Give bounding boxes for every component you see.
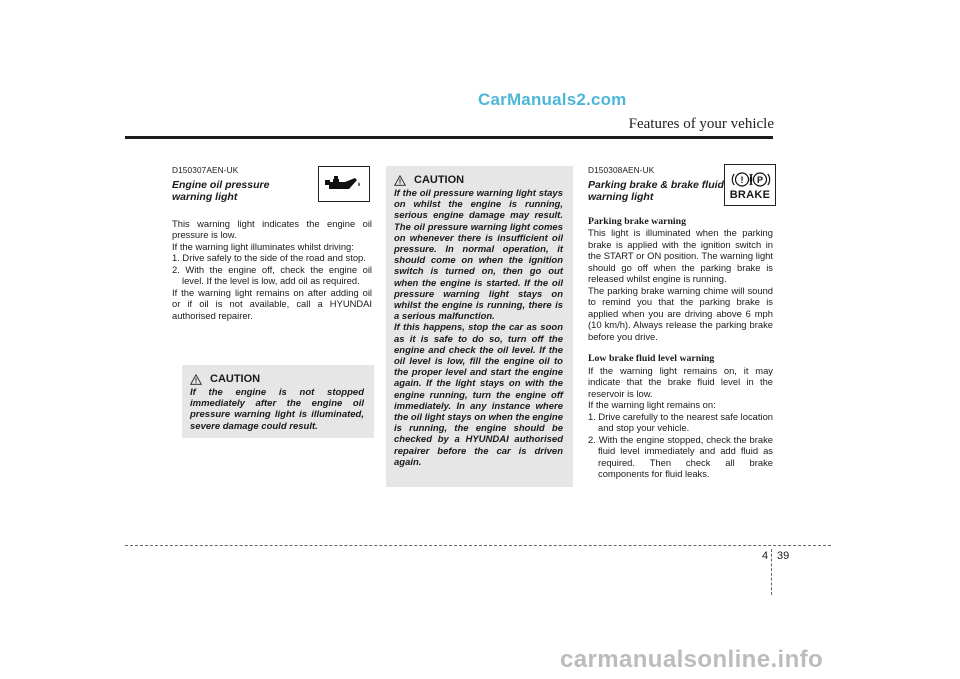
caution-text: If the oil pressure warning light stays on whilst the engine is running, serious engine damage may result. The oil pressure warning light comes on whenever there is insufficient oil pressure. In normal operation, it should come on when the ignition switch is turned on, then go out when the engine is started. If the oil pressure warning light stays on whilst the engine is running, there is a serious malfunction.	[394, 188, 563, 323]
footer-rule	[125, 545, 831, 546]
brake-warning-icon	[724, 164, 776, 206]
list-item: 2. With the engine stopped, check the brake fluid level immediately and add fluid as required. Then check all brake components for fluid leaks.	[588, 433, 773, 479]
paragraph: This light is illuminated when the parking brake is applied with the ignition switch in the START or ON position. The warning light should go off when the parking brake is released whilst engine is running.	[588, 227, 773, 284]
paragraph: If the warning light remains on, it may indicate that the brake fluid level in the reservoir is low.	[588, 364, 773, 399]
brake-circle-icon	[729, 170, 771, 189]
paragraph: If the warning light remains on:	[588, 399, 716, 410]
warning-triangle-icon	[190, 374, 202, 385]
caution-header	[394, 174, 563, 186]
paragraph: If the warning light illuminates whilst driving:	[172, 240, 354, 252]
header-rule	[125, 136, 773, 139]
caution-title: CAUTION	[210, 373, 261, 385]
caution-text: If the engine is not stopped immediately after the engine oil pressure warning light is illuminated, severe damage could result.	[190, 387, 364, 432]
heading-line: Engine oil pressure	[172, 178, 270, 191]
heading-line: warning light	[588, 190, 654, 203]
section-code: D150308AEN-UK	[588, 165, 655, 175]
step-list	[172, 252, 372, 287]
caution-box	[182, 365, 374, 438]
section-code: D150307AEN-UK	[172, 165, 239, 175]
list-item: 1. Drive safely to the side of the road and stop.	[172, 252, 366, 263]
caution-box-oil-pressure	[386, 166, 573, 487]
caution-text: If this happens, stop the car as soon as it is safe to do so, turn off the engine and check the oil level. If the oil level is low, fill the engine oil to the proper level and start the engine again. If the light stays on with the engine running, turn the engine off immediately. In any instance where the oil light stays on when the engine is running, the engine should be checked by a HYUNDAI authorised repairer before the car is driven again.	[394, 322, 563, 468]
list-item: 2. With the engine off, check the engine oil level. If the level is low, add oil as required.	[172, 263, 372, 286]
section-title: Features of your vehicle	[628, 116, 774, 132]
caution-title: CAUTION	[414, 174, 465, 186]
warning-triangle-icon	[394, 175, 406, 186]
step-list	[588, 411, 773, 480]
list-item: 1. Drive carefully to the nearest safe location and stop your vehicle.	[588, 410, 773, 433]
paragraph: The parking brake warning chime will sound to remind you that the parking brake is applied when you are driving above 6 mph (10 km/h). Always release the parking brake before you drive.	[588, 284, 773, 342]
right-column	[588, 165, 773, 480]
svg-text:P: P	[756, 174, 764, 185]
watermark-carmanuals2: CarManuals2.com	[478, 90, 627, 109]
svg-text:!: !	[740, 174, 744, 185]
page-number: 39	[777, 550, 790, 562]
watermark-carmanualsonline: carmanualsonline.info	[560, 646, 824, 673]
heading-line: Parking brake & brake fluid	[588, 178, 724, 191]
paragraph: If the warning light remains on after adding oil or if oil is not available, call a HYUNDAI authorised repairer.	[172, 286, 372, 321]
oil-can-icon	[318, 166, 370, 202]
paragraph: This warning light indicates the engine oil pressure is low.	[172, 217, 372, 240]
page-divider	[771, 549, 772, 595]
heading-line: warning light	[172, 190, 238, 203]
brake-icon-label: BRAKE	[729, 188, 771, 201]
subheading: Low brake fluid level warning	[588, 353, 715, 364]
caution-header	[190, 373, 364, 385]
subheading: Parking brake warning	[588, 215, 686, 227]
chapter-number: 4	[762, 550, 769, 562]
